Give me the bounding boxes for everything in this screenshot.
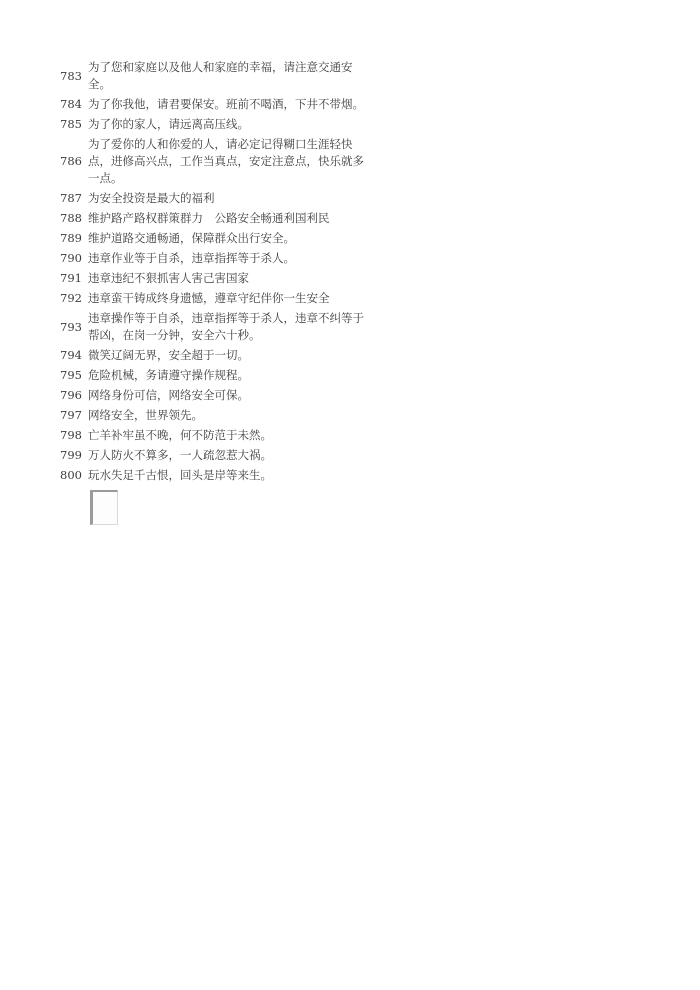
list-item — [60, 407, 365, 424]
list-item — [60, 310, 365, 344]
list-item — [60, 96, 365, 113]
list-item — [60, 136, 365, 187]
item-text: 维护道路交通畅通，保障群众出行安全。 — [88, 231, 295, 245]
item-number: 789 — [60, 231, 82, 245]
item-number: 785 — [60, 117, 82, 131]
list-item — [60, 230, 365, 247]
item-number: 784 — [60, 97, 82, 111]
item-text: 微笑辽阔无界，安全超于一切。 — [88, 348, 249, 362]
item-number: 794 — [60, 348, 82, 362]
list-item — [60, 210, 365, 227]
list-item — [60, 467, 365, 484]
item-text: 危险机械，务请遵守操作规程。 — [88, 368, 249, 382]
item-text: 为安全投资是最大的福利 — [88, 191, 215, 205]
item-text: 亡羊补牢虽不晚，何不防范于未然。 — [88, 428, 272, 442]
item-text: 违章违纪不狠抓害人害己害国家 — [88, 271, 249, 285]
item-text: 网络安全，世界领先。 — [88, 408, 203, 422]
item-text: 违章作业等于自杀，违章指挥等于杀人。 — [88, 251, 295, 265]
item-number: 786 — [60, 154, 82, 168]
list-item — [60, 59, 365, 93]
item-number: 796 — [60, 388, 82, 402]
list-item — [60, 190, 365, 207]
item-number: 787 — [60, 191, 82, 205]
item-number: 800 — [60, 468, 82, 482]
empty-box-placeholder-icon — [90, 490, 118, 525]
item-text: 网络身份可信，网络安全可保。 — [88, 388, 249, 402]
item-number: 792 — [60, 291, 82, 305]
list-item — [60, 270, 365, 287]
item-text: 玩水失足千古恨，回头是岸等来生。 — [88, 468, 272, 482]
item-number: 797 — [60, 408, 82, 422]
item-number: 793 — [60, 319, 82, 334]
item-text: 为了您和家庭以及他人和家庭的幸福，请注意交通安全。 — [88, 60, 353, 91]
item-number: 799 — [60, 448, 82, 462]
slogan-rows — [60, 59, 365, 484]
list-item — [60, 116, 365, 133]
item-text: 为了你我他，请君要保安。班前不喝酒，下井不带烟。 — [88, 97, 364, 111]
item-text: 为了爱你的人和你爱的人，请必定记得糊口生涯轻快点，进修高兴点，工作当真点，安定注意点，快乐就多一点。 — [88, 137, 364, 185]
list-item — [60, 387, 365, 404]
item-number: 788 — [60, 211, 82, 225]
item-number: 783 — [60, 68, 82, 83]
list-item — [60, 250, 365, 267]
item-number: 791 — [60, 271, 82, 285]
list-item — [60, 290, 365, 307]
item-number: 795 — [60, 368, 82, 382]
item-text: 万人防火不算多，一人疏忽惹大祸。 — [88, 448, 272, 462]
list-item — [60, 367, 365, 384]
slogan-list — [60, 59, 365, 525]
list-item — [60, 427, 365, 444]
item-text: 违章操作等于自杀，违章指挥等于杀人，违章不纠等于帮凶，在岗一分钟，安全六十秒。 — [88, 311, 364, 342]
item-text: 违章蛮干铸成终身遗憾，遵章守纪伴你一生安全 — [88, 291, 330, 305]
item-number: 798 — [60, 428, 82, 442]
item-text: 为了你的家人，请远离高压线。 — [88, 117, 249, 131]
list-item — [60, 347, 365, 364]
item-text: 维护路产路权群策群力 公路安全畅通利国利民 — [88, 211, 330, 225]
list-item — [60, 447, 365, 464]
item-number: 790 — [60, 251, 82, 265]
